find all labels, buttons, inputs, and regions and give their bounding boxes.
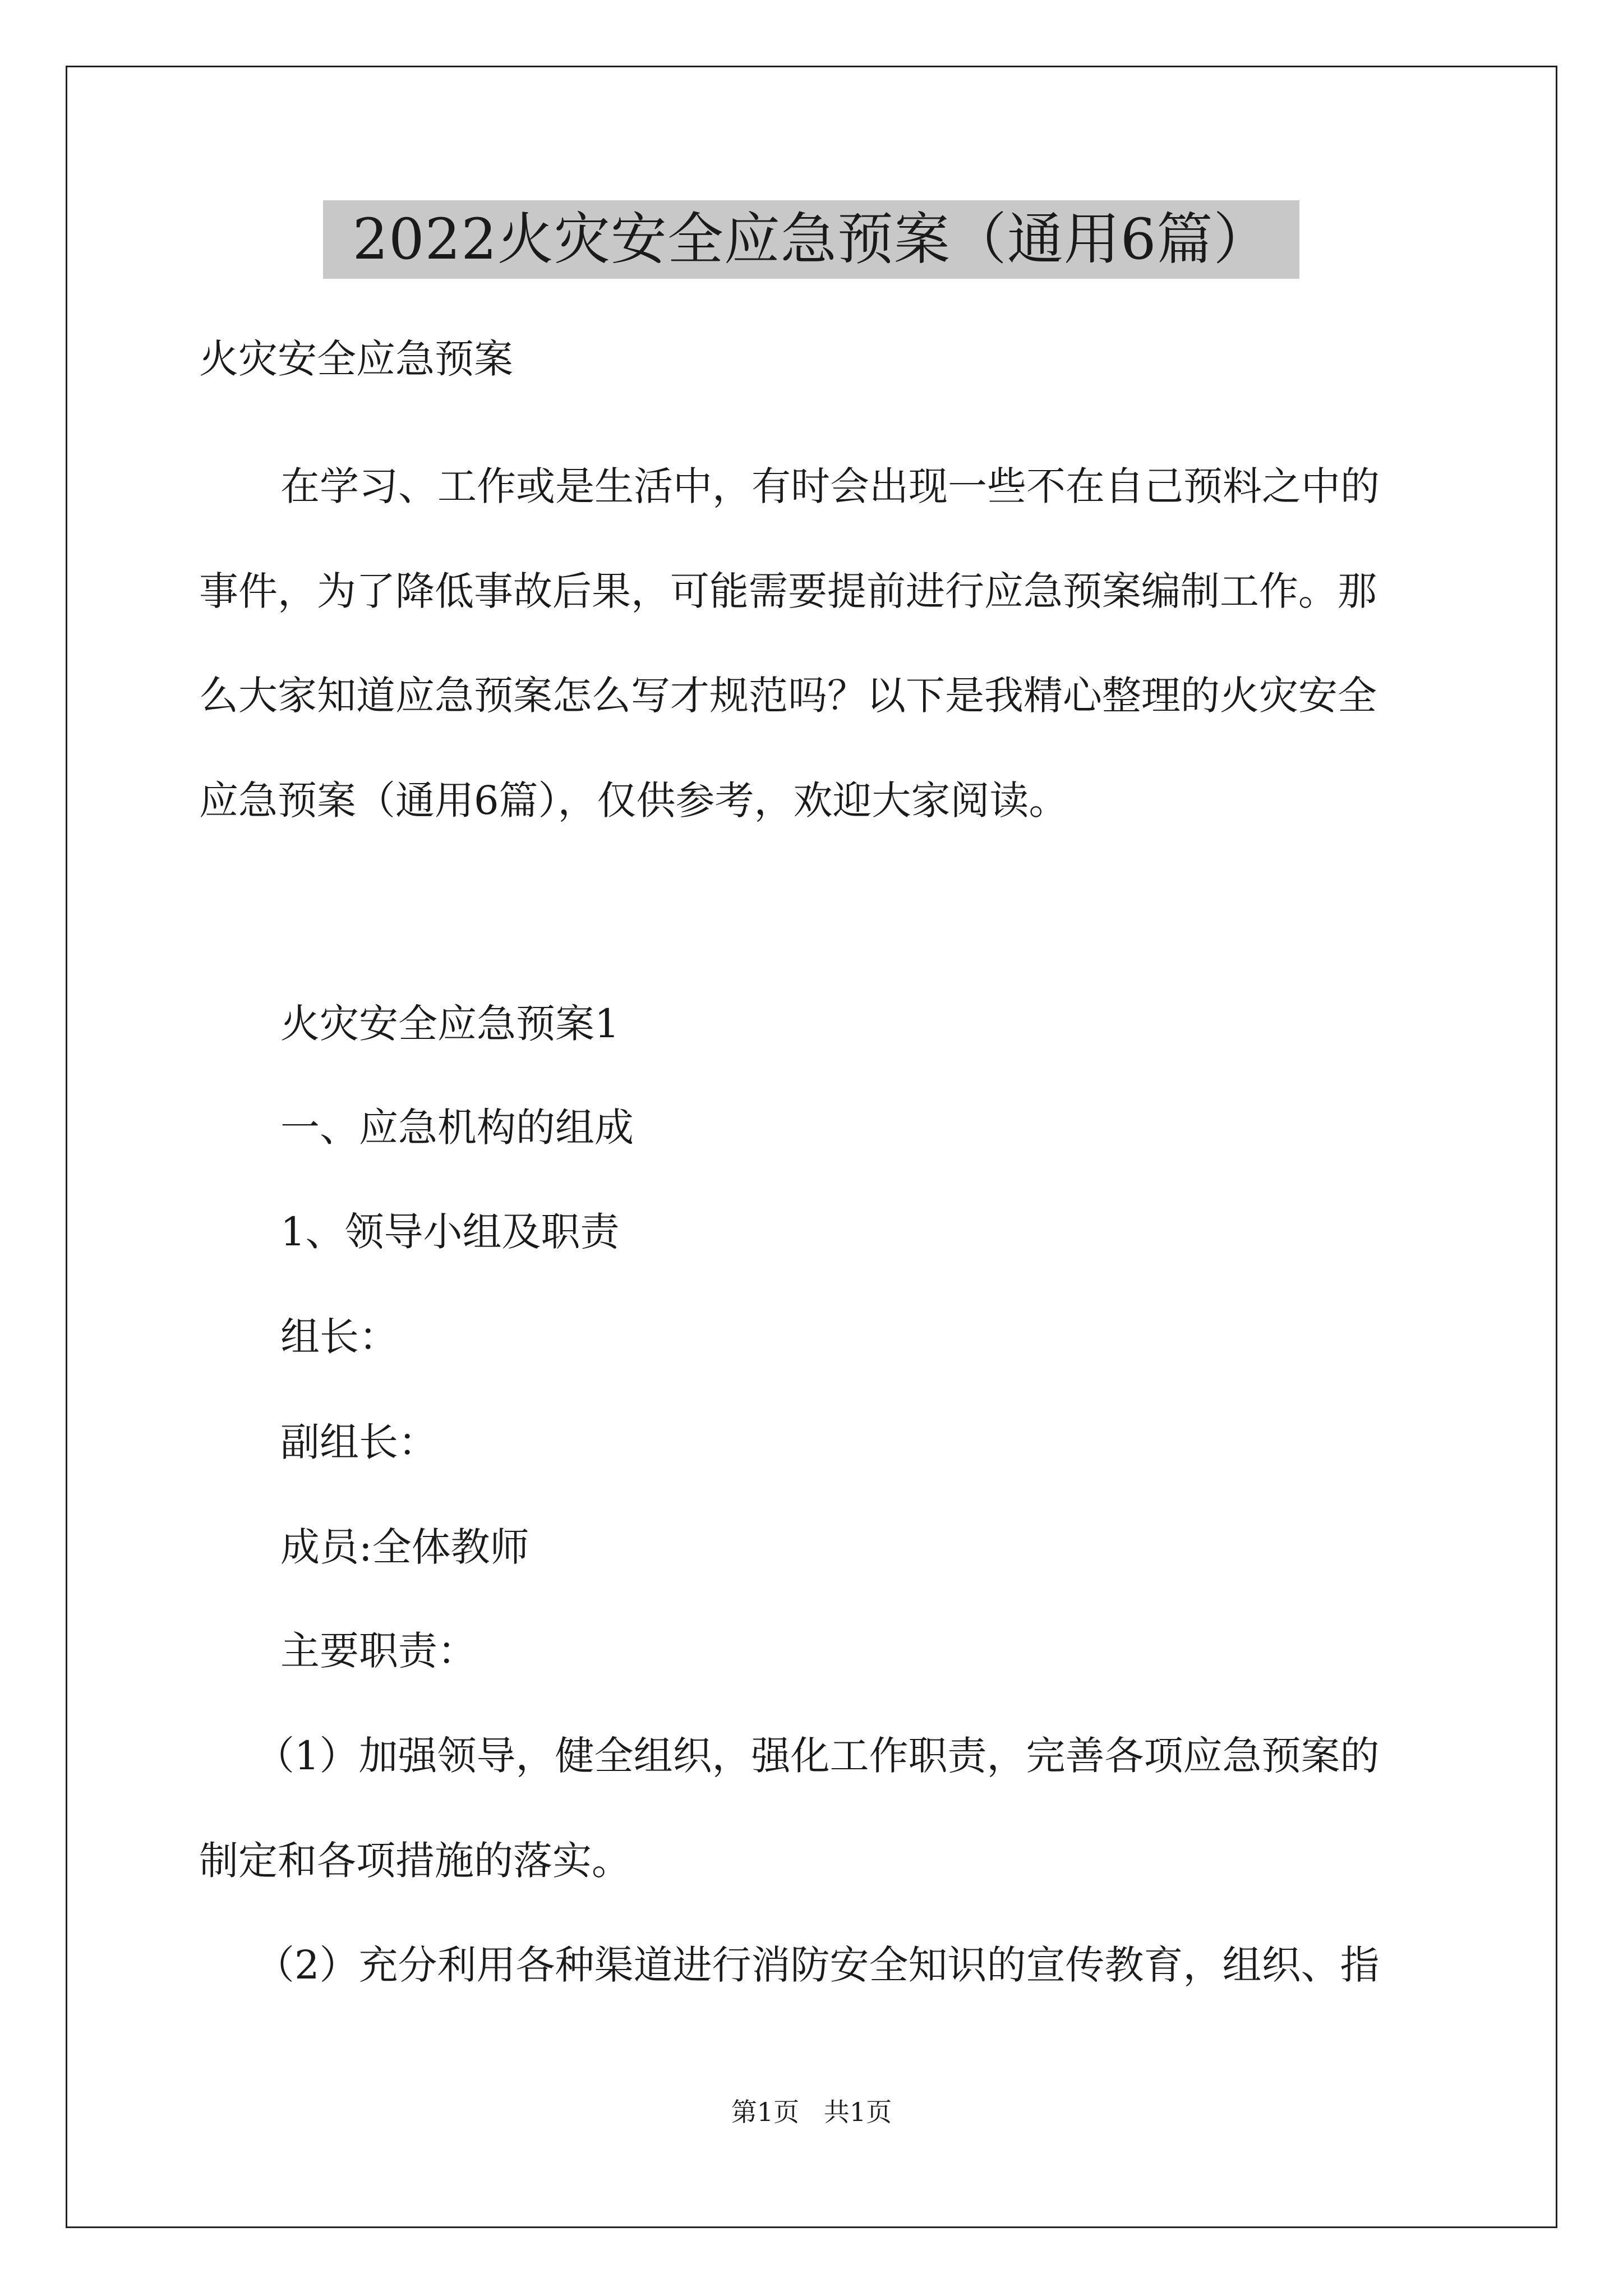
subsection-heading: 火灾安全应急预案1 xyxy=(280,1001,620,1047)
outline-item: 一、应急机构的组成 xyxy=(280,1105,634,1151)
duty-paragraph-line: （2）充分利用各种渠道进行消防安全知识的宣传教育，组织、指 xyxy=(255,1942,1380,1988)
intro-paragraph-line: 么大家知道应急预案怎么写才规范吗？以下是我精心整理的火灾安全 xyxy=(199,673,1377,719)
document-title: 2022火灾安全应急预案（通用6篇） xyxy=(323,200,1299,279)
duty-paragraph-line: （1）加强领导，健全组织，强化工作职责，完善各项应急预案的 xyxy=(255,1733,1380,1779)
outline-item: 1、领导小组及职责 xyxy=(280,1209,620,1255)
page-footer: 第1页 共1页 xyxy=(731,2097,892,2127)
role-line: 组长： xyxy=(280,1314,398,1360)
intro-paragraph-line: 在学习、工作或是生活中，有时会出现一些不在自己预料之中的 xyxy=(280,463,1380,509)
role-line: 副组长： xyxy=(280,1419,437,1465)
role-line: 成员:全体教师 xyxy=(280,1524,529,1570)
section-heading: 火灾安全应急预案 xyxy=(199,336,513,382)
role-line: 主要职责： xyxy=(280,1628,477,1674)
intro-paragraph-line: 应急预案（通用6篇），仅供参考，欢迎大家阅读。 xyxy=(199,777,1068,823)
intro-paragraph-line: 事件，为了降低事故后果，可能需要提前进行应急预案编制工作。那 xyxy=(199,568,1377,614)
duty-paragraph-line: 制定和各项措施的落实。 xyxy=(199,1838,631,1884)
